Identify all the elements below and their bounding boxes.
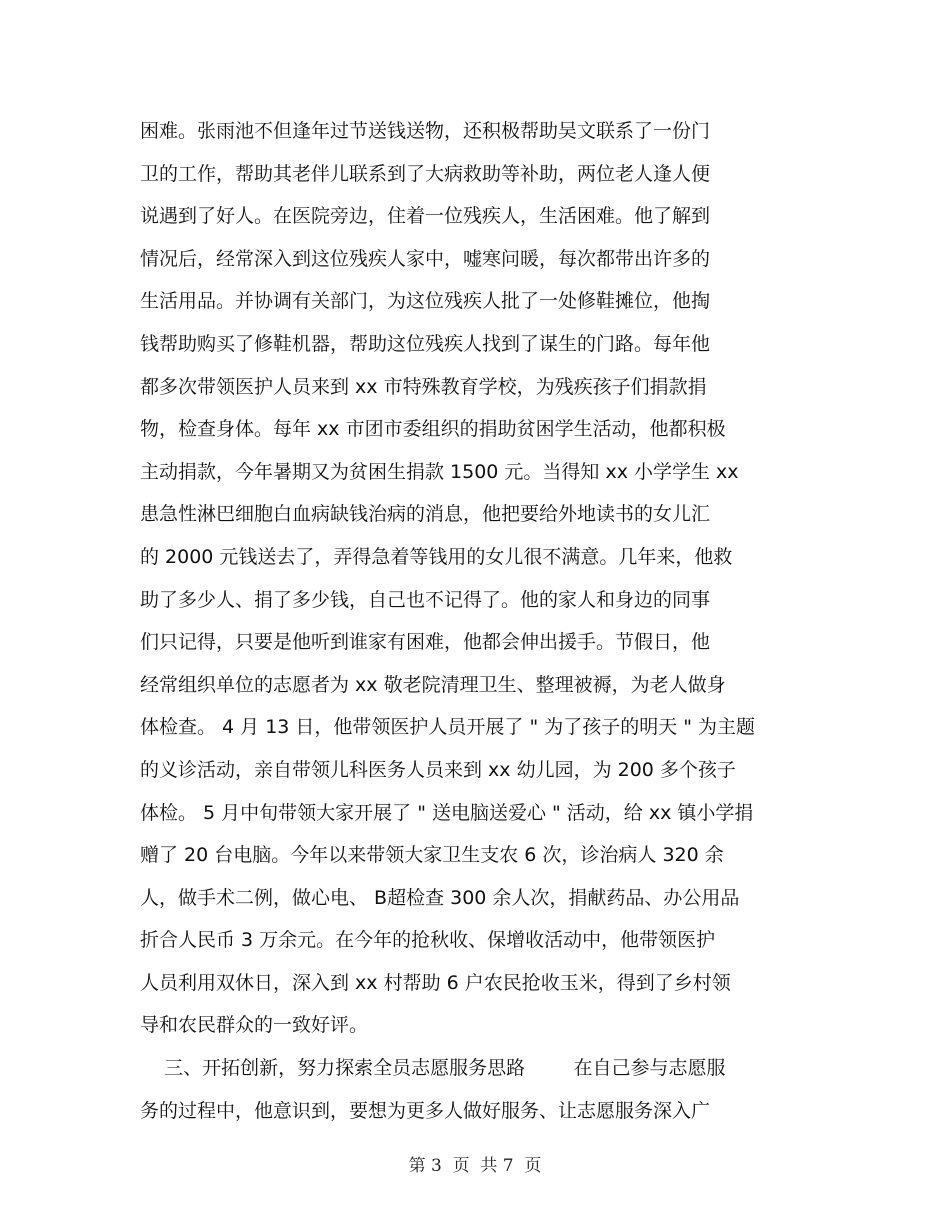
text-line: 助了多少人、捐了多少钱，自己也不记得了。他的家人和身边的同事 (140, 588, 711, 611)
text-line: 人，做手术二例，做心电、 B超检查 300 余人次，捐献药品、办公用品 (140, 886, 740, 909)
text-line: 情况后，经常深入到这位残疾人家中，嘘寒问暖，每次都带出许多的 (140, 247, 711, 270)
text-line: 体检。 5 月中旬带领大家开展了 " 送电脑送爱心 " 活动，给 xx 镇小学捐 (140, 801, 754, 824)
body-text (140, 110, 820, 1132)
text-line: 的 2000 元钱送去了，弄得急着等钱用的女儿很不满意。几年来，他救 (140, 545, 733, 568)
text-line: 导和农民群众的一致好评。 (140, 1014, 369, 1037)
text-line: 物，检查身体。每年 xx 市团市委组织的捐助贫困学生活动，他都积极 (140, 418, 726, 441)
section-heading-line: 三、开拓创新，努力探索全员志愿服务思路 在自己参与志愿服 (140, 1057, 726, 1080)
text-line: 折合人民币 3 万余元。在今年的抢秋收、保增收活动中，他带领医护 (140, 929, 716, 952)
text-line: 们只记得，只要是他听到谁家有困难，他都会伸出援手。节假日，他 (140, 631, 711, 654)
text-line: 体检查。 4 月 13 日，他带领医护人员开展了 " 为了孩子的明天 " 为主题 (140, 716, 756, 739)
text-line: 务的过程中，他意识到，要想为更多人做好服务、让志愿服务深入广 (140, 1099, 711, 1122)
text-line: 赠了 20 台电脑。今年以来带领大家卫生支农 6 次，诊治病人 320 余 (140, 844, 724, 867)
text-line: 的义诊活动，亲自带领儿科医务人员来到 xx 幼儿园，为 200 多个孩子 (140, 758, 736, 781)
text-line: 人员利用双休日，深入到 xx 村帮助 6 户农民抢收玉米，得到了乡村领 (140, 971, 731, 994)
text-line: 主动捐款，今年暑期又为贫困生捐款 1500 元。当得知 xx 小学学生 xx (140, 460, 739, 483)
text-line: 说遇到了好人。在医院旁边，住着一位残疾人，生活困难。他了解到 (140, 205, 711, 228)
text-line: 都多次带领医护人员来到 xx 市特殊教育学校，为残疾孩子们捐款捐 (140, 375, 707, 398)
text-line: 经常组织单位的志愿者为 xx 敬老院清理卫生、整理被褥，为老人做身 (140, 673, 726, 696)
text-line: 卫的工作，帮助其老伴儿联系到了大病救助等补助，两位老人逢人便 (140, 162, 711, 185)
text-line: 患急性淋巴细胞白血病缺钱治病的消息，他把要给外地读书的女儿汇 (140, 503, 711, 526)
text-line: 生活用品。并协调有关部门，为这位残疾人批了一处修鞋摊位，他掏 (140, 290, 711, 313)
text-line: 困难。张雨池不但逢年过节送钱送物，还积极帮助吴文联系了一份门 (140, 120, 711, 142)
text-line: 钱帮助购买了修鞋机器，帮助这位残疾人找到了谋生的门路。每年他 (140, 332, 711, 355)
page-number-footer: 第 3 页 共 7 页 (408, 1156, 542, 1176)
